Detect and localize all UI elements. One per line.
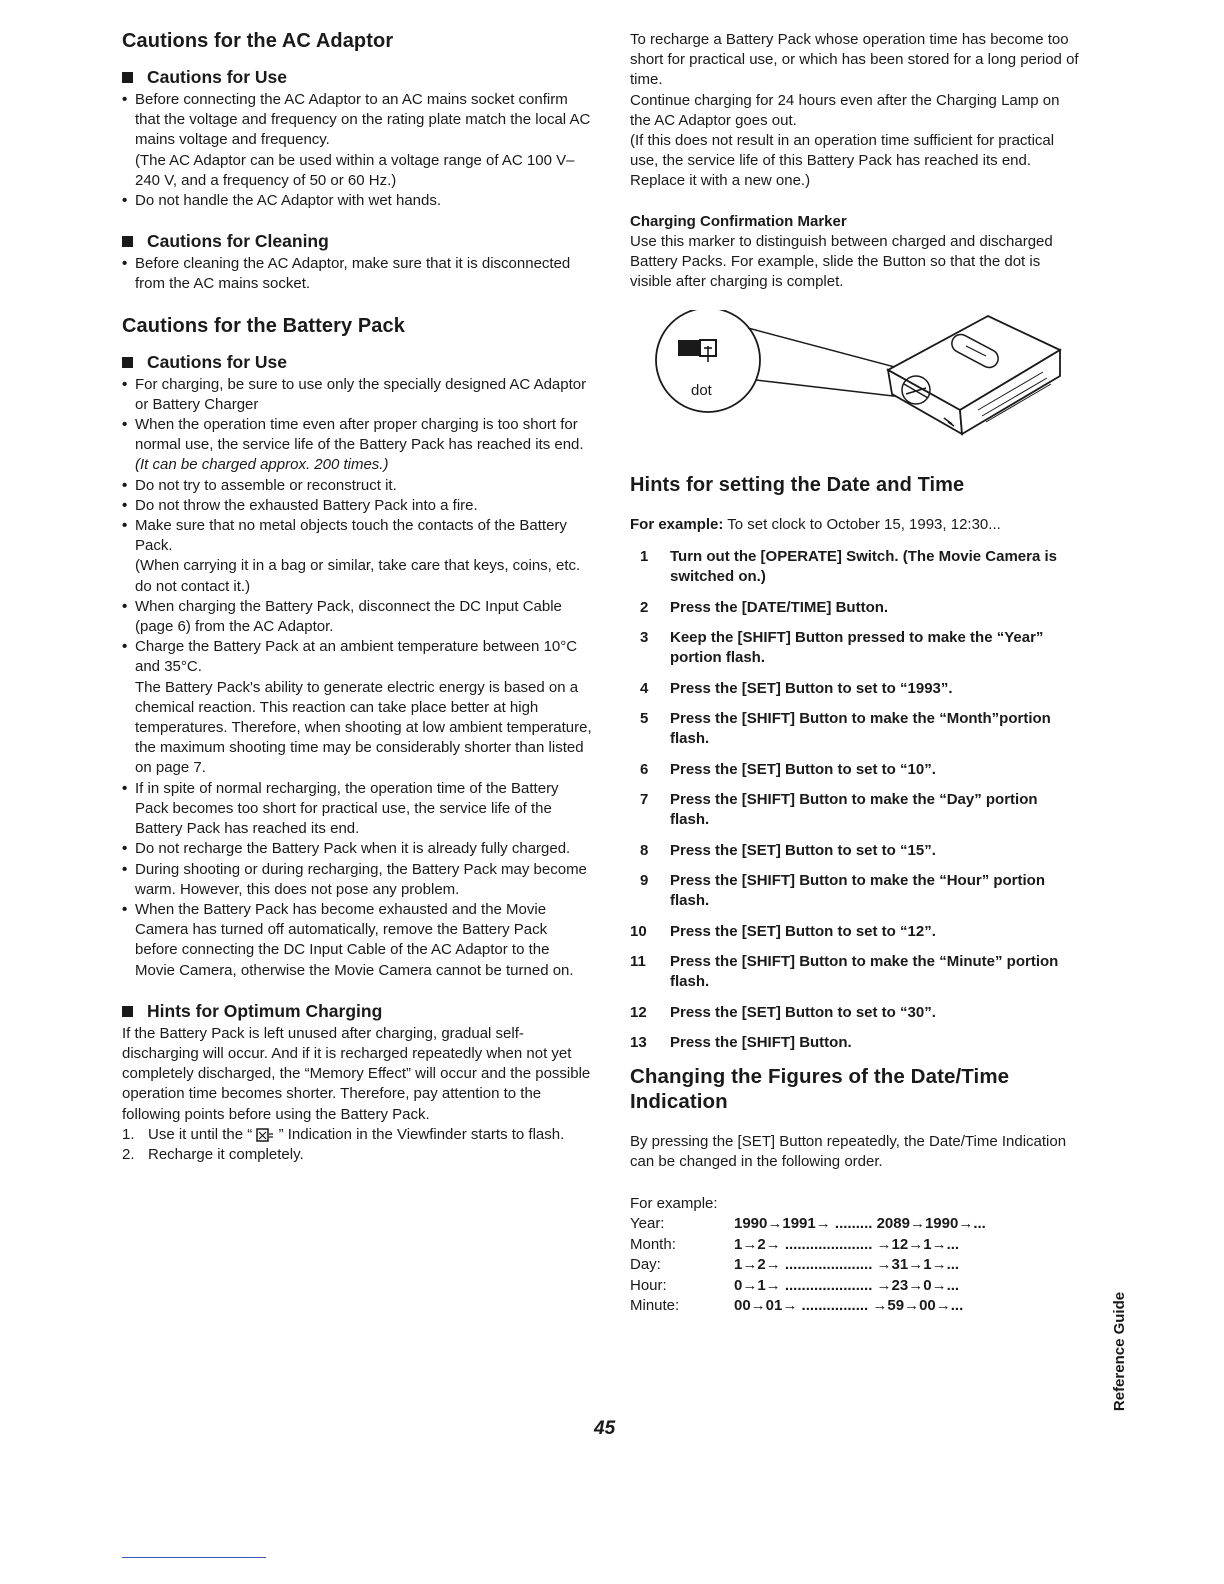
step-item: 3 Keep the [SHIFT] Button pressed to make the “Year” portion flash.	[640, 629, 1044, 667]
step-item: 10 Press the [SET] Button to set to “12”.	[630, 922, 936, 940]
list-item-text: When the operation time even after proper charging is too short for normal use, the service life of the Battery Pack has reached its end.	[135, 416, 584, 454]
list-item: • When charging the Battery Pack, disconnect the DC Input Cable (page 6) from the AC Adaptor.	[122, 597, 592, 637]
list-item	[122, 1145, 592, 1165]
bullet-square-icon	[122, 357, 133, 368]
change-figures-title: Changing the Figures of the Date/Time Indication	[630, 1064, 1010, 1113]
hints-text: If the Battery Pack is left unused after charging, gradual self-discharging will occur. And if it is recharged repeatedly when not yet completely discharged, the “Memory Effect” will occur and the possible operation time becomes shorter. Therefore, pay attention to the following points before using the Battery Pack.	[122, 1024, 591, 1123]
list-item: • During shooting or during recharging, the Battery Pack may become warm. However, this does not pose any problem.	[122, 860, 592, 900]
step-item: 2 Press the [DATE/TIME] Button.	[640, 598, 889, 616]
ac-clean-heading	[122, 231, 592, 252]
recharge-text-2: Continue charging for 24 hours even after the Charging Lamp on the AC Adaptor goes out.	[630, 91, 1060, 129]
dot-label: dot	[691, 382, 712, 399]
list-item: • If in spite of normal recharging, the operation time of the Battery Pack becomes too short for practical use, the service life of the Battery Pack has reached its end.	[122, 779, 592, 840]
list-item-note: (It can be charged approx. 200 times.)	[135, 456, 389, 474]
bp-use-list	[122, 375, 592, 981]
bp-use-heading	[122, 352, 592, 373]
list-item: • Before cleaning the AC Adaptor, make sure that it is disconnected from the AC mains socket.	[122, 254, 592, 294]
marker-text: Use this marker to distinguish between charged and discharged Battery Packs. For example, slide the Button so that the dot is visible after charging is complet.	[630, 232, 1053, 291]
seq-intro: For example:	[630, 1195, 718, 1213]
step-item: 4 Press the [SET] Button to set to “1993”.	[640, 679, 953, 697]
bullet-square-icon	[122, 1006, 133, 1017]
step-text: Use it until the “ ” Indication in the Viewfinder starts to flash.	[148, 1125, 565, 1143]
side-tab-label: Reference Guide	[1111, 1291, 1129, 1411]
ac-use-note: (The AC Adaptor can be used within a voltage range of AC 100 V–240 V, and a frequency of 50 or 60 Hz.)	[135, 151, 575, 189]
side-tab	[1108, 1291, 1132, 1411]
list-item: • Do not try to assemble or reconstruct it.	[122, 476, 592, 496]
step-item: 6 Press the [SET] Button to set to “10”.	[640, 760, 936, 778]
step-item: 9 Press the [SHIFT] Button to make the “Hour” portion flash.	[640, 872, 1046, 910]
ac-clean-list	[122, 254, 592, 294]
hints-heading-text: Hints for Optimum Charging	[147, 1000, 383, 1021]
ac-use-heading-text: Cautions for Use	[147, 67, 288, 87]
step-item: 12 Press the [SET] Button to set to “30”.	[630, 1003, 936, 1021]
right-column	[630, 30, 1080, 1317]
step-item: 5 Press the [SHIFT] Button to make the “Month”portion flash.	[640, 710, 1051, 748]
table-row: Year: 1990→1991→ ......... 2089→1990→...	[630, 1215, 986, 1233]
list-item-text: Charge the Battery Pack at an ambient temperature between 10°C and 35°C.	[135, 638, 578, 676]
ac-clean-heading-text: Cautions for Cleaning	[147, 231, 329, 252]
battery-pack-title: Cautions for the Battery Pack	[122, 314, 405, 337]
recharge-text: To recharge a Battery Pack whose operation time has become too short for practical use, or which has been stored for a long period of time.	[630, 31, 1079, 89]
ac-use-list-2	[122, 191, 592, 211]
change-text: By pressing the [SET] Button repeatedly, the Date/Time Indication can be changed in the following order.	[630, 1132, 1067, 1170]
ac-use-list	[122, 90, 592, 151]
table-row: Month: 1→2→ ..................... →12→1→...	[630, 1235, 960, 1253]
battery-warning-icon	[256, 1127, 274, 1143]
step-item: 1 Turn out the [OPERATE] Switch. (The Movie Camera is switched on.)	[640, 548, 1057, 586]
ac-use-heading	[122, 67, 592, 88]
list-item: • Do not recharge the Battery Pack when it is already fully charged.	[122, 839, 592, 859]
step-text: Recharge it completely.	[148, 1145, 304, 1163]
list-item: • Do not throw the exhausted Battery Pack into a fire.	[122, 496, 592, 516]
bp-use-heading-text: Cautions for Use	[147, 351, 288, 372]
list-item	[122, 1125, 592, 1145]
page-number: 45	[594, 1418, 616, 1439]
table-row: Minute: 00→01→ ................ →59→00→...	[630, 1297, 964, 1315]
list-item: • Do not handle the AC Adaptor with wet hands.	[122, 191, 592, 211]
hints-steps	[122, 1125, 592, 1165]
list-item: • When the Battery Pack has become exhausted and the Movie Camera has turned off automatically, remove the Battery Pack before connecting the DC Input Cable of the AC Adaptor to the Movie Camera, otherwise the Movie Camera cannot be turned on.	[122, 900, 592, 981]
example-label: For example:	[630, 516, 724, 534]
bullet-square-icon	[122, 72, 133, 83]
battery-pack-illustration	[648, 310, 1078, 440]
list-item	[122, 415, 592, 476]
date-time-title: Hints for setting the Date and Time	[630, 474, 965, 497]
step-item: 8 Press the [SET] Button to set to “15”.	[640, 841, 936, 859]
list-item: • Before connecting the AC Adaptor to an AC mains socket confirm that the voltage and frequency on the rating plate match the local AC mains voltage and frequency.	[122, 90, 592, 151]
step-item: 13 Press the [SHIFT] Button.	[630, 1034, 852, 1052]
list-item: • For charging, be sure to use only the specially designed AC Adaptor or Battery Charger	[122, 375, 592, 415]
recharge-note: (If this does not result in an operation time sufficient for practical use, the service life of this Battery Pack has reached its end. Replace it with a new one.)	[630, 132, 1055, 190]
table-row: Hour: 0→1→ ..................... →23→0→...	[630, 1276, 960, 1294]
date-time-steps	[630, 547, 1080, 1053]
marker-heading: Charging Confirmation Marker	[630, 212, 847, 230]
list-item	[122, 637, 592, 778]
example-line	[630, 515, 1080, 535]
sequence-table	[630, 1214, 986, 1317]
bullet-square-icon	[122, 236, 133, 247]
left-column	[122, 30, 592, 1165]
bottom-rule	[122, 1557, 266, 1558]
table-row: Day: 1→2→ ..................... →31→1→...	[630, 1256, 960, 1274]
step-item: 11 Press the [SHIFT] Button to make the “Minute” portion flash.	[630, 953, 1059, 991]
step-item: 7 Press the [SHIFT] Button to make the “Day” portion flash.	[640, 791, 1038, 829]
list-item-note: The Battery Pack's ability to generate electric energy is based on a chemical reaction. This reaction can take place better at high temperatures. Therefore, when shooting at low ambient temperature, the maximum shooting time may be considerably shorter than listed on page 7.	[135, 678, 592, 777]
step-number: 1.	[122, 1125, 135, 1143]
list-item-text: Make sure that no metal objects touch the contacts of the Battery Pack.	[135, 517, 567, 555]
example-text: To set clock to October 15, 1993, 12:30...	[727, 516, 1001, 534]
step-number: 2.	[122, 1145, 135, 1163]
ac-adaptor-title: Cautions for the AC Adaptor	[122, 30, 394, 52]
list-item-note: (When carrying it in a bag or similar, take care that keys, coins, etc. do not contact it.)	[135, 557, 581, 595]
list-item	[122, 516, 592, 597]
hints-heading	[122, 1001, 592, 1022]
